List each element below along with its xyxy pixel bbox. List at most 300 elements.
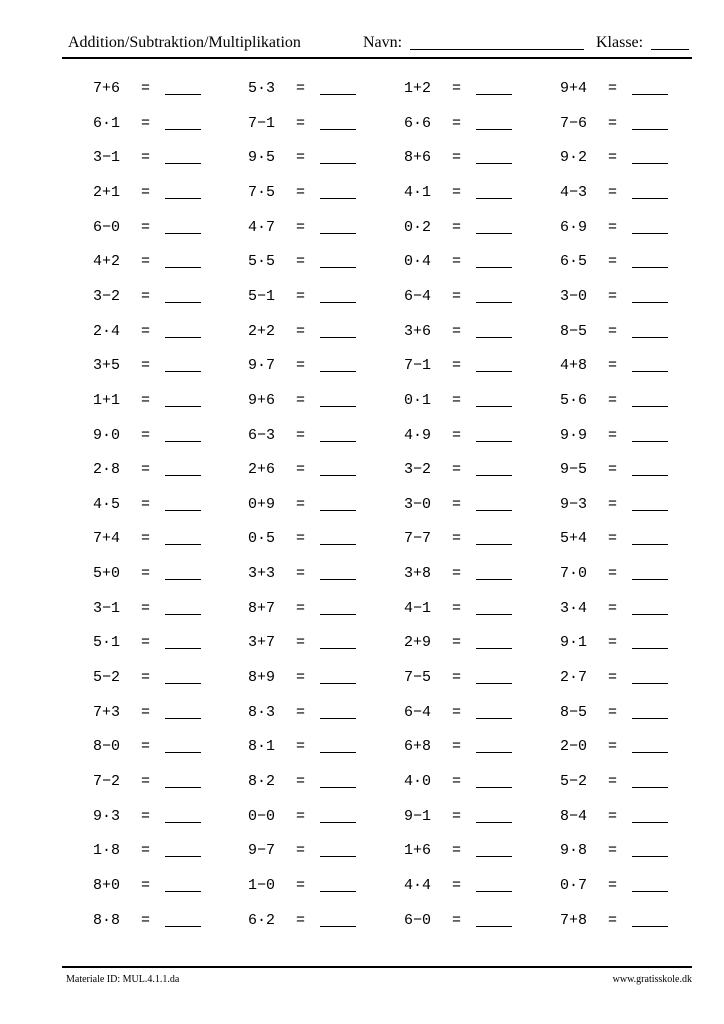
problem-expression: 0·2: [404, 218, 432, 236]
problem-expression: 5·3: [248, 80, 276, 97]
equals-sign: =: [141, 426, 151, 444]
equals-sign: =: [452, 253, 462, 271]
problem-expression: 6·2: [248, 911, 276, 929]
answer-blank[interactable]: [165, 856, 201, 857]
problem-expression: 5−2: [560, 773, 588, 790]
problem-expression: 2+2: [248, 322, 276, 340]
problem-expression: 7−5: [404, 669, 432, 687]
answer-blank[interactable]: [632, 163, 668, 164]
equals-sign: =: [296, 911, 306, 929]
answer-blank[interactable]: [165, 163, 201, 164]
equals-sign: =: [608, 495, 618, 513]
equals-sign: =: [608, 391, 618, 409]
equals-sign: =: [141, 149, 151, 167]
problem-expression: 3−1: [93, 149, 121, 167]
equals-sign: =: [296, 183, 306, 201]
problem-expression: 6·6: [404, 114, 432, 132]
problem-expression: 0·1: [404, 391, 432, 409]
equals-sign: =: [452, 461, 462, 479]
answer-blank[interactable]: [165, 787, 201, 788]
problem-expression: 8+0: [93, 876, 121, 894]
answer-blank[interactable]: [476, 926, 512, 927]
problem-expression: 9·9: [560, 426, 588, 444]
problem-expression: 8+6: [404, 149, 432, 167]
equals-sign: =: [141, 114, 151, 132]
footer-divider: [62, 966, 692, 968]
answer-blank[interactable]: [632, 475, 668, 476]
problem-expression: 4−1: [404, 599, 432, 617]
answer-blank[interactable]: [320, 544, 356, 545]
equals-sign: =: [452, 565, 462, 583]
equals-sign: =: [608, 911, 618, 929]
equals-sign: =: [608, 253, 618, 271]
problem-expression: 0·5: [248, 530, 276, 548]
answer-blank[interactable]: [320, 718, 356, 719]
equals-sign: =: [608, 876, 618, 894]
equals-sign: =: [608, 738, 618, 756]
equals-sign: =: [141, 183, 151, 201]
problem-expression: 6+8: [404, 738, 432, 756]
answer-blank[interactable]: [320, 475, 356, 476]
equals-sign: =: [141, 461, 151, 479]
equals-sign: =: [452, 773, 462, 790]
answer-blank[interactable]: [632, 752, 668, 753]
answer-blank[interactable]: [632, 302, 668, 303]
answer-blank[interactable]: [165, 337, 201, 338]
problem-expression: 6−0: [404, 911, 432, 929]
problem-expression: 6·9: [560, 218, 588, 236]
answer-blank[interactable]: [476, 371, 512, 372]
equals-sign: =: [452, 842, 462, 860]
answer-blank[interactable]: [476, 337, 512, 338]
answer-blank[interactable]: [632, 510, 668, 511]
equals-sign: =: [141, 80, 151, 97]
equals-sign: =: [141, 842, 151, 860]
equals-sign: =: [452, 599, 462, 617]
equals-sign: =: [608, 599, 618, 617]
problem-expression: 7·5: [248, 183, 276, 201]
problem-expression: 7−7: [404, 530, 432, 548]
equals-sign: =: [452, 876, 462, 894]
answer-blank[interactable]: [476, 441, 512, 442]
equals-sign: =: [141, 530, 151, 548]
equals-sign: =: [452, 738, 462, 756]
answer-blank[interactable]: [320, 891, 356, 892]
problem-expression: 4+8: [560, 357, 588, 375]
answer-blank[interactable]: [165, 441, 201, 442]
equals-sign: =: [608, 322, 618, 340]
problem-expression: 3−0: [560, 287, 588, 305]
problem-expression: 9·0: [93, 426, 121, 444]
problem-expression: 9·2: [560, 149, 588, 167]
problem-expression: 1+1: [93, 391, 121, 409]
answer-blank[interactable]: [320, 683, 356, 684]
equals-sign: =: [608, 703, 618, 721]
answer-blank[interactable]: [320, 579, 356, 580]
answer-blank[interactable]: [632, 856, 668, 857]
problem-expression: 8−0: [93, 738, 121, 756]
name-label: Navn:: [363, 34, 403, 51]
equals-sign: =: [296, 149, 306, 167]
answer-blank[interactable]: [320, 787, 356, 788]
answer-blank[interactable]: [165, 371, 201, 372]
equals-sign: =: [296, 599, 306, 617]
problem-expression: 4·4: [404, 876, 432, 894]
answer-blank[interactable]: [165, 129, 201, 130]
problem-expression: 2−0: [560, 738, 588, 756]
answer-blank[interactable]: [320, 510, 356, 511]
equals-sign: =: [296, 426, 306, 444]
equals-sign: =: [296, 322, 306, 340]
equals-sign: =: [296, 773, 306, 790]
problem-expression: 8+7: [248, 599, 276, 617]
equals-sign: =: [296, 495, 306, 513]
problem-expression: 2·4: [93, 322, 121, 340]
equals-sign: =: [608, 530, 618, 548]
problem-expression: 3−2: [404, 461, 432, 479]
equals-sign: =: [296, 876, 306, 894]
answer-blank[interactable]: [165, 475, 201, 476]
problem-expression: 1·8: [93, 842, 121, 860]
answer-blank[interactable]: [476, 718, 512, 719]
problem-expression: 1−0: [248, 876, 276, 894]
problem-expression: 2+1: [93, 183, 121, 201]
problem-expression: 4−3: [560, 183, 588, 201]
answer-blank[interactable]: [476, 614, 512, 615]
answer-blank[interactable]: [476, 267, 512, 268]
answer-blank[interactable]: [165, 752, 201, 753]
problem-expression: 9−7: [248, 842, 276, 860]
problem-expression: 9·7: [248, 357, 276, 375]
problem-expression: 6−4: [404, 703, 432, 721]
problem-expression: 4·5: [93, 495, 121, 513]
answer-blank[interactable]: [632, 544, 668, 545]
answer-blank[interactable]: [632, 233, 668, 234]
problem-expression: 7+8: [560, 911, 588, 929]
answer-blank[interactable]: [165, 822, 201, 823]
problem-expression: 7+6: [93, 80, 121, 97]
answer-blank[interactable]: [476, 406, 512, 407]
equals-sign: =: [141, 599, 151, 617]
equals-sign: =: [608, 114, 618, 132]
answer-blank[interactable]: [632, 718, 668, 719]
problem-expression: 2·7: [560, 669, 588, 687]
equals-sign: =: [452, 634, 462, 652]
equals-sign: =: [296, 842, 306, 860]
problem-expression: 8+9: [248, 669, 276, 687]
problem-expression: 9+4: [560, 80, 588, 97]
problem-expression: 1+2: [404, 80, 432, 97]
answer-blank[interactable]: [476, 475, 512, 476]
answer-blank[interactable]: [632, 822, 668, 823]
answer-blank[interactable]: [476, 233, 512, 234]
answer-blank[interactable]: [632, 94, 668, 95]
answer-blank[interactable]: [320, 198, 356, 199]
problem-expression: 3+5: [93, 357, 121, 375]
answer-blank[interactable]: [165, 302, 201, 303]
answer-blank[interactable]: [632, 891, 668, 892]
answer-blank[interactable]: [476, 510, 512, 511]
problem-expression: 7−2: [93, 773, 121, 790]
equals-sign: =: [141, 322, 151, 340]
problem-expression: 8·3: [248, 703, 276, 721]
problem-expression: 8·1: [248, 738, 276, 756]
answer-blank[interactable]: [165, 926, 201, 927]
class-label: Klasse:: [596, 34, 644, 51]
answer-blank[interactable]: [632, 337, 668, 338]
equals-sign: =: [141, 357, 151, 375]
problem-expression: 0−0: [248, 807, 276, 825]
answer-blank[interactable]: [476, 579, 512, 580]
answer-blank[interactable]: [632, 441, 668, 442]
equals-sign: =: [296, 287, 306, 305]
answer-blank[interactable]: [320, 856, 356, 857]
answer-blank[interactable]: [476, 822, 512, 823]
problem-expression: 1+6: [404, 842, 432, 860]
equals-sign: =: [141, 703, 151, 721]
answer-blank[interactable]: [320, 233, 356, 234]
answer-blank[interactable]: [165, 406, 201, 407]
answer-blank[interactable]: [165, 198, 201, 199]
problem-expression: 9·3: [93, 807, 121, 825]
equals-sign: =: [141, 669, 151, 687]
problem-expression: 6·1: [93, 114, 121, 132]
problem-expression: 5·6: [560, 391, 588, 409]
equals-sign: =: [296, 634, 306, 652]
website-label: www.gratisskole.dk: [612, 974, 692, 985]
equals-sign: =: [452, 391, 462, 409]
equals-sign: =: [452, 287, 462, 305]
problem-expression: 4·9: [404, 426, 432, 444]
answer-blank[interactable]: [320, 371, 356, 372]
answer-blank[interactable]: [165, 683, 201, 684]
problem-expression: 7+4: [93, 530, 121, 548]
equals-sign: =: [608, 426, 618, 444]
equals-sign: =: [608, 218, 618, 236]
problem-expression: 9·1: [560, 634, 588, 652]
problem-expression: 3·4: [560, 599, 588, 617]
answer-blank[interactable]: [476, 683, 512, 684]
problem-expression: 5·5: [248, 253, 276, 271]
equals-sign: =: [296, 565, 306, 583]
equals-sign: =: [452, 426, 462, 444]
problem-expression: 5+4: [560, 530, 588, 548]
answer-blank[interactable]: [165, 233, 201, 234]
answer-blank[interactable]: [632, 198, 668, 199]
answer-blank[interactable]: [320, 926, 356, 927]
answer-blank[interactable]: [165, 267, 201, 268]
problem-expression: 5·1: [93, 634, 121, 652]
answer-blank[interactable]: [165, 579, 201, 580]
problem-expression: 6−0: [93, 218, 121, 236]
answer-blank[interactable]: [320, 302, 356, 303]
equals-sign: =: [141, 391, 151, 409]
equals-sign: =: [608, 669, 618, 687]
answer-blank[interactable]: [165, 648, 201, 649]
answer-blank[interactable]: [165, 94, 201, 95]
equals-sign: =: [141, 565, 151, 583]
equals-sign: =: [452, 357, 462, 375]
answer-blank[interactable]: [320, 129, 356, 130]
equals-sign: =: [608, 357, 618, 375]
equals-sign: =: [452, 322, 462, 340]
answer-blank[interactable]: [320, 822, 356, 823]
problem-expression: 8·2: [248, 773, 276, 790]
worksheet-title: Addition/Subtraktion/Multiplikation: [68, 34, 301, 51]
equals-sign: =: [452, 703, 462, 721]
problem-expression: 4·7: [248, 218, 276, 236]
equals-sign: =: [141, 287, 151, 305]
equals-sign: =: [296, 357, 306, 375]
problem-expression: 4·0: [404, 773, 432, 790]
answer-blank[interactable]: [320, 337, 356, 338]
equals-sign: =: [452, 530, 462, 548]
problem-expression: 7−1: [248, 114, 276, 132]
problem-expression: 3−2: [93, 287, 121, 305]
equals-sign: =: [608, 80, 618, 97]
equals-sign: =: [141, 253, 151, 271]
equals-sign: =: [141, 876, 151, 894]
answer-blank[interactable]: [476, 648, 512, 649]
equals-sign: =: [608, 773, 618, 790]
problem-expression: 8−5: [560, 703, 588, 721]
problem-expression: 7·0: [560, 565, 588, 583]
problem-expression: 3+8: [404, 565, 432, 583]
equals-sign: =: [296, 703, 306, 721]
answer-blank[interactable]: [476, 94, 512, 95]
answer-blank[interactable]: [632, 129, 668, 130]
answer-blank[interactable]: [165, 544, 201, 545]
equals-sign: =: [452, 807, 462, 825]
equals-sign: =: [452, 218, 462, 236]
answer-blank[interactable]: [320, 163, 356, 164]
equals-sign: =: [608, 461, 618, 479]
problem-expression: 4·1: [404, 183, 432, 201]
equals-sign: =: [141, 495, 151, 513]
problem-expression: 8−4: [560, 807, 588, 825]
problem-expression: 2+9: [404, 634, 432, 652]
problem-expression: 6·5: [560, 253, 588, 271]
answer-blank[interactable]: [632, 787, 668, 788]
equals-sign: =: [141, 773, 151, 790]
problem-expression: 9·8: [560, 842, 588, 860]
equals-sign: =: [296, 669, 306, 687]
equals-sign: =: [452, 669, 462, 687]
problem-expression: 3−0: [404, 495, 432, 513]
answer-blank[interactable]: [476, 129, 512, 130]
problem-expression: 9−5: [560, 461, 588, 479]
equals-sign: =: [296, 807, 306, 825]
answer-blank[interactable]: [320, 267, 356, 268]
equals-sign: =: [452, 114, 462, 132]
answer-blank[interactable]: [320, 441, 356, 442]
problem-expression: 0+9: [248, 495, 276, 513]
equals-sign: =: [452, 80, 462, 97]
problem-expression: 3−1: [93, 599, 121, 617]
answer-blank[interactable]: [632, 614, 668, 615]
equals-sign: =: [608, 183, 618, 201]
problem-expression: 3+6: [404, 322, 432, 340]
answer-blank[interactable]: [632, 406, 668, 407]
problem-expression: 3+7: [248, 634, 276, 652]
worksheet-footer: [62, 974, 692, 988]
problem-expression: 7−6: [560, 114, 588, 132]
equals-sign: =: [608, 807, 618, 825]
answer-blank[interactable]: [320, 406, 356, 407]
equals-sign: =: [296, 80, 306, 97]
problem-expression: 9·5: [248, 149, 276, 167]
problem-expression: 2+6: [248, 461, 276, 479]
problem-expression: 4+2: [93, 253, 121, 271]
equals-sign: =: [608, 634, 618, 652]
equals-sign: =: [296, 253, 306, 271]
answer-blank[interactable]: [476, 198, 512, 199]
problem-expression: 5−1: [248, 287, 276, 305]
problem-expression: 7−1: [404, 357, 432, 375]
answer-blank[interactable]: [320, 752, 356, 753]
equals-sign: =: [296, 738, 306, 756]
equals-sign: =: [608, 149, 618, 167]
equals-sign: =: [141, 807, 151, 825]
equals-sign: =: [608, 842, 618, 860]
answer-blank[interactable]: [632, 371, 668, 372]
answer-blank[interactable]: [632, 926, 668, 927]
problem-expression: 0·4: [404, 253, 432, 271]
problem-expression: 5−2: [93, 669, 121, 687]
answer-blank[interactable]: [632, 267, 668, 268]
problem-expression: 2·8: [93, 461, 121, 479]
answer-blank[interactable]: [632, 683, 668, 684]
problem-expression: 5+0: [93, 565, 121, 583]
equals-sign: =: [608, 287, 618, 305]
problem-expression: 9−3: [560, 495, 588, 513]
answer-blank[interactable]: [165, 510, 201, 511]
answer-blank[interactable]: [476, 787, 512, 788]
answer-blank[interactable]: [165, 718, 201, 719]
equals-sign: =: [296, 391, 306, 409]
answer-blank[interactable]: [476, 163, 512, 164]
answer-blank[interactable]: [476, 302, 512, 303]
equals-sign: =: [452, 495, 462, 513]
problem-expression: 6−4: [404, 287, 432, 305]
equals-sign: =: [141, 911, 151, 929]
problem-expression: 0·7: [560, 876, 588, 894]
answer-blank[interactable]: [476, 752, 512, 753]
equals-sign: =: [296, 218, 306, 236]
problem-expression: 8−5: [560, 322, 588, 340]
equals-sign: =: [141, 218, 151, 236]
answer-blank[interactable]: [320, 648, 356, 649]
material-id: Materiale ID: MUL.4.1.1.da: [66, 974, 180, 985]
equals-sign: =: [452, 911, 462, 929]
problem-expression: 9−1: [404, 807, 432, 825]
answer-blank[interactable]: [476, 891, 512, 892]
problem-expression: 6−3: [248, 426, 276, 444]
equals-sign: =: [296, 461, 306, 479]
equals-sign: =: [141, 738, 151, 756]
answer-blank[interactable]: [632, 648, 668, 649]
equals-sign: =: [141, 634, 151, 652]
answer-blank[interactable]: [476, 856, 512, 857]
answer-blank[interactable]: [632, 579, 668, 580]
problem-expression: 8·8: [93, 911, 121, 929]
equals-sign: =: [296, 530, 306, 548]
answer-blank[interactable]: [320, 94, 356, 95]
answer-blank[interactable]: [165, 614, 201, 615]
answer-blank[interactable]: [320, 614, 356, 615]
answer-blank[interactable]: [476, 544, 512, 545]
answer-blank[interactable]: [165, 891, 201, 892]
